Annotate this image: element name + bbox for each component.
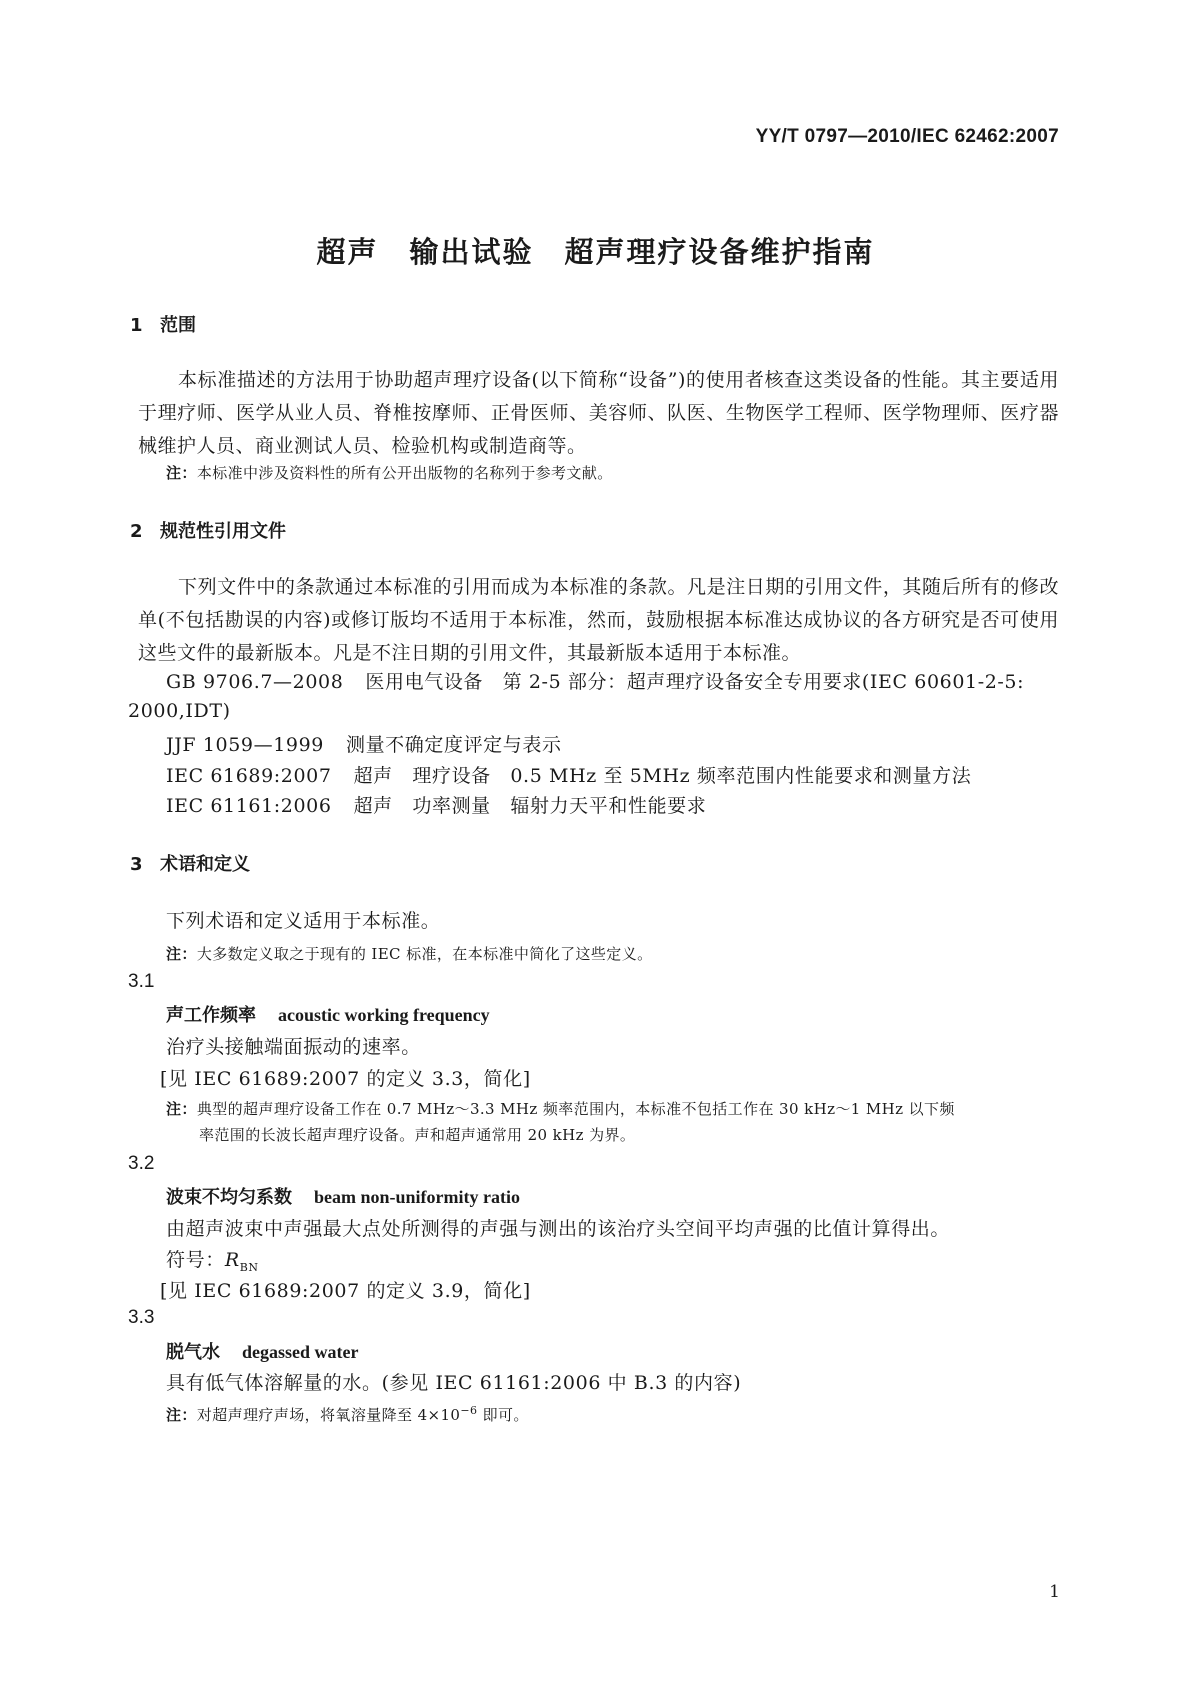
standard-code-header: YY/T 0797—2010/IEC 62462:2007: [755, 126, 1059, 147]
terms-note: [166, 943, 653, 964]
note-text-end: 即可。: [477, 1406, 529, 1424]
note-label: 注：: [166, 464, 197, 482]
term-chinese: 波束不均匀系数: [166, 1187, 292, 1208]
symbol-letter: R: [224, 1249, 240, 1271]
note-exponent: −6: [460, 1404, 478, 1417]
reference-item: [166, 791, 706, 818]
term-number: 3.3: [128, 1307, 155, 1328]
reference-item: [166, 730, 562, 757]
term-number: 3.2: [128, 1153, 155, 1174]
section-title: 范围: [160, 315, 196, 336]
symbol-label: 符号：: [166, 1249, 225, 1271]
page-number: 1: [1049, 1582, 1060, 1602]
term-note: [166, 1098, 955, 1119]
section-title: 术语和定义: [160, 854, 250, 875]
reference-item: [166, 761, 971, 788]
term-note-continuation: 率范围的长波长超声理疗设备。声和超声通常用 20 kHz 为界。: [199, 1126, 636, 1144]
reference-code: IEC 61161:2006: [166, 795, 332, 817]
term-definition: 治疗头接触端面振动的速率。: [166, 1036, 421, 1058]
term-english: degassed water: [242, 1342, 359, 1362]
term-definition: 由超声波束中声强最大点处所测得的声强与测出的该治疗头空间平均声强的比值计算得出。: [166, 1218, 951, 1240]
term-heading: [166, 1338, 358, 1364]
term-heading: [166, 1183, 520, 1209]
term-english: beam non-uniformity ratio: [314, 1187, 520, 1207]
reference-item: [166, 667, 1024, 694]
note-label: 注：: [166, 1406, 197, 1424]
term-heading: [166, 1001, 490, 1027]
reference-code: GB 9706.7—2008: [166, 671, 344, 693]
term-source: [见 IEC 61689:2007 的定义 3.9，简化]: [160, 1280, 531, 1302]
section-number: 1: [130, 315, 143, 336]
note-label: 注：: [166, 945, 197, 963]
section-number: 2: [130, 521, 143, 542]
section-3-heading: [130, 850, 250, 876]
reference-code: IEC 61689:2007: [166, 765, 332, 787]
reference-title: 测量不确定度评定与表示: [345, 734, 562, 756]
term-definition: 具有低气体溶解量的水。(参见 IEC 61161:2006 中 B.3 的内容): [166, 1372, 742, 1394]
term-english: acoustic working frequency: [278, 1005, 490, 1025]
note-text: 本标准中涉及资料性的所有公开出版物的名称列于参考文献。: [196, 464, 613, 482]
scope-paragraph: 本标准描述的方法用于协助超声理疗设备(以下简称“设备”)的使用者核查这类设备的性能。其主要适用于理疗师、医学从业人员、脊椎按摩师、正骨医师、美容师、队医、生物医学工程师、医学物理师、医疗器械维护人员、商业测试人员、检验机构或制造商等。: [138, 369, 1059, 457]
reference-item-continuation: 2000,IDT): [128, 700, 231, 722]
note-label: 注：: [166, 1100, 197, 1118]
note-text: 大多数定义取之于现有的 IEC 标准，在本标准中简化了这些定义。: [196, 945, 653, 963]
document-title: 超声 输出试验 超声理疗设备维护指南: [316, 235, 875, 269]
term-chinese: 声工作频率: [166, 1005, 256, 1026]
symbol-subscript: BN: [239, 1260, 259, 1274]
term-chinese: 脱气水: [166, 1342, 220, 1363]
section-1-heading: [130, 311, 196, 337]
term-note: [166, 1404, 529, 1425]
terms-intro: 下列术语和定义适用于本标准。: [166, 910, 441, 932]
note-text: 对超声理疗声场，将氧溶量降至 4×10: [196, 1406, 461, 1424]
note-text-line-1: 典型的超声理疗设备工作在 0.7 MHz～3.3 MHz 频率范围内，本标准不包括工作在 30 kHz～1 MHz 以下频: [196, 1100, 955, 1118]
reference-title: 超声 功率测量 辐射力天平和性能要求: [353, 795, 707, 817]
term-number: 3.1: [128, 971, 155, 992]
section-number: 3: [130, 854, 143, 875]
scope-note: [166, 462, 613, 483]
reference-code: JJF 1059—1999: [166, 734, 324, 756]
term-symbol: [166, 1245, 259, 1274]
normative-references-paragraph: 下列文件中的条款通过本标准的引用而成为本标准的条款。凡是注日期的引用文件，其随后所有的修改单(不包括勘误的内容)或修订版均不适用于本标准，然而，鼓励根据本标准达成协议的各方研究是否可使用这些文件的最新版本。凡是不注日期的引用文件，其最新版本适用于本标准。: [138, 576, 1059, 664]
reference-title: 超声 理疗设备 0.5 MHz 至 5MHz 频率范围内性能要求和测量方法: [353, 765, 972, 787]
section-title: 规范性引用文件: [160, 521, 286, 542]
section-2-heading: [130, 517, 286, 543]
term-source: [见 IEC 61689:2007 的定义 3.3，简化]: [160, 1068, 531, 1090]
reference-title: 医用电气设备 第 2-5 部分：超声理疗设备安全专用要求(IEC 60601-2-5:: [365, 671, 1025, 693]
